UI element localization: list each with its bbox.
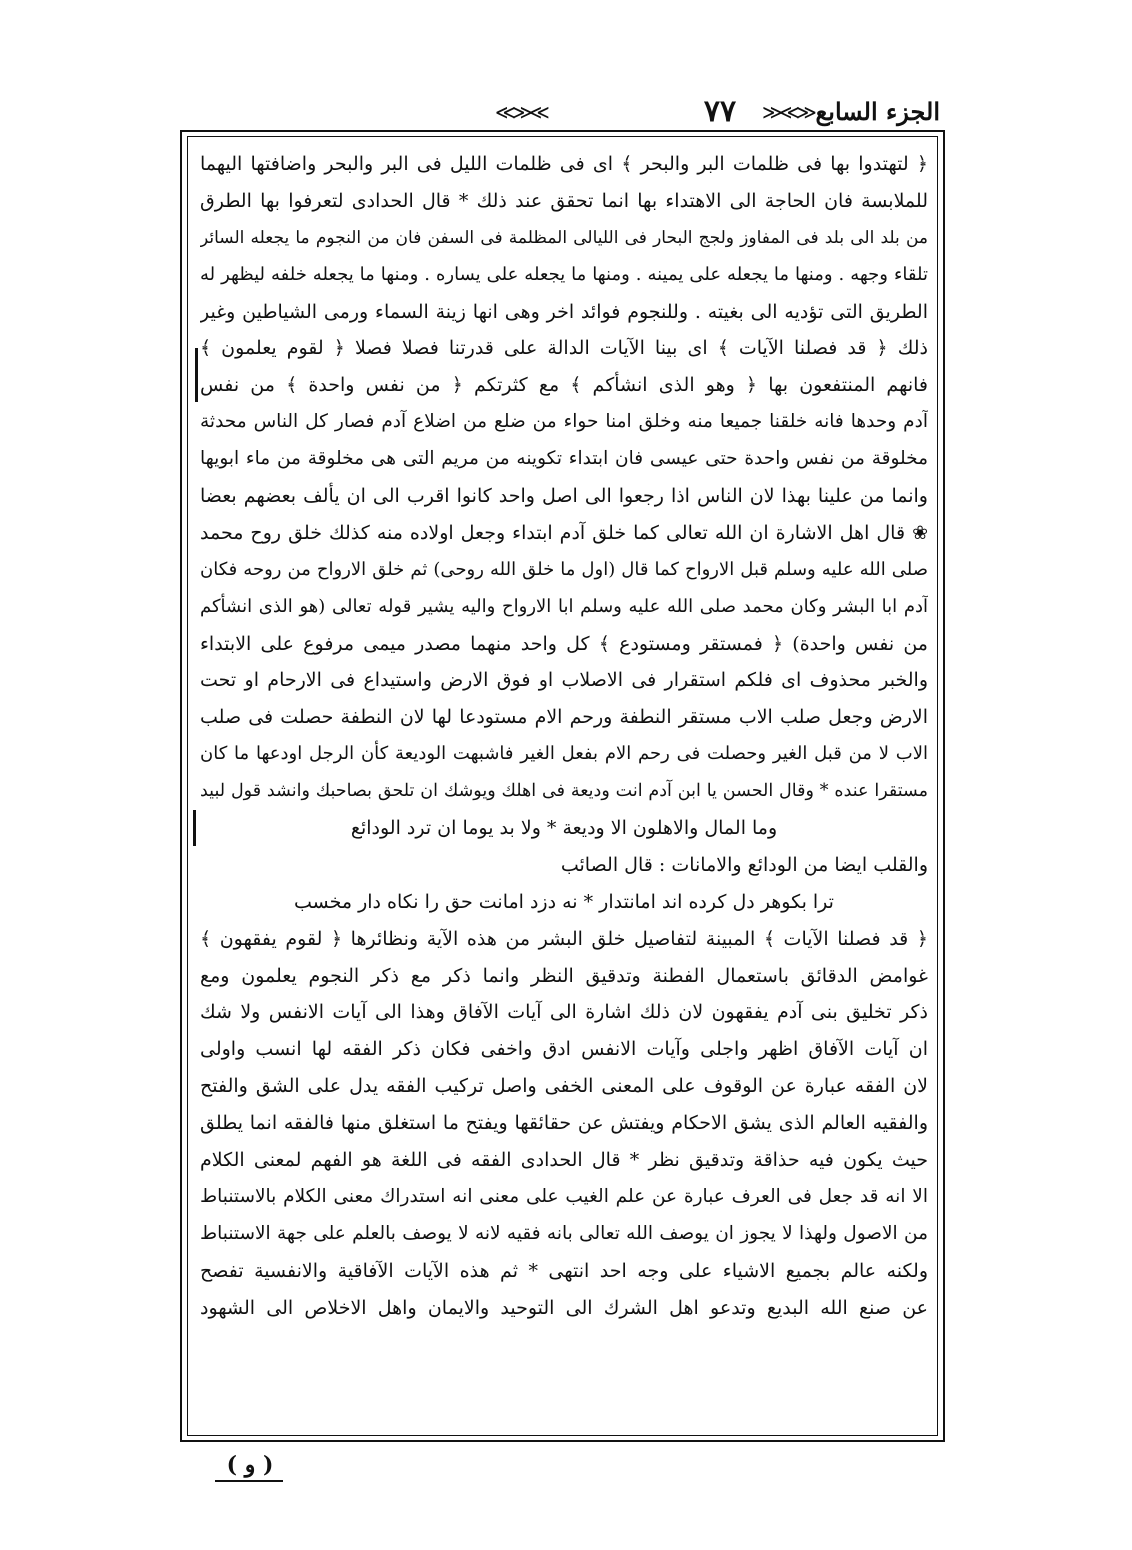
text-line: مستقرا عنده * وقال الحسن يا ابن آدم انت وديعة فى اهلك ويوشك ان تلحق بصاحبك وانشد قول لبيد — [200, 781, 928, 802]
text-line: من الاصول ولهذا لا يجوز ان يوصف الله تعالى بانه فقيه لانه لا يوصف بالعلم على جهة الاستنباط — [200, 1222, 928, 1244]
poem-verse: ترا بكوهر دل كرده اند امانتدار * نه دزد امانت حق را نكاه دار مخسب — [294, 890, 834, 913]
text-line: والقلب ايضا من الودائع والامانات : قال الصائب — [560, 853, 928, 876]
text-line: من بلد الى بلد فى المفاوز ولجج البحار فى الليالى المظلمة فى السفن فان من النجوم ما يجعله السائر — [200, 227, 928, 248]
margin-mark — [193, 810, 196, 846]
part-title: الجزء السابع — [815, 97, 940, 126]
margin-mark — [195, 348, 198, 402]
header-ornament-left: ≪≫≪ — [495, 100, 546, 124]
text-line: من نفس واحدة) ﴿ فمستقر ومستودع ﴾ كل واحد منهما مصدر ميمى مرفوع على الابتداء — [200, 632, 928, 655]
text-line: الطريق التى تؤديه الى بغيته . وللنجوم فوائد اخر وهى انها زينة السماء ورمى الشياطين وغير — [200, 300, 928, 323]
text-line: الاب لا من قبل الغير وحصلت فى رحم الام بفعل الغير فاشبهت الوديعة كأن الرجل اودعها ما كان — [200, 743, 928, 765]
text-line: ولكنه عالم بجميع الاشياء على وجه احد انتهى * ثم هذه الآيات الآفاقية والانفسية تفصح — [200, 1259, 928, 1282]
text-line: ذلك ﴿ قد فصلنا الآيات ﴾ اى بينا الآيات الدالة على قدرتنا فصلا فصلا ﴿ لقوم يعلمون ﴾ — [200, 337, 928, 360]
page-number: ٧٧ — [703, 94, 737, 129]
text-line: عن صنع الله البديع وتدعو اهل الشرك الى التوحيد والايمان واهل الاخلاص الى الشهود — [200, 1296, 928, 1319]
text-line: والخبر محذوف اى فلكم استقرار فى الاصلاب او فوق الارض واستيداع فى الارحام او تحت — [200, 669, 928, 692]
text-line: ﴿ قد فصلنا الآيات ﴾ المبينة لتفاصيل خلق البشر من هذه الآية ونظائرها ﴿ لقوم يفقهون ﴾ — [200, 927, 928, 950]
text-line: ذكر تخليق بنى آدم يفقهون لان ذلك اشارة الى آيات الآفاق وهذا الى آيات الانفس ولا شك — [200, 1001, 928, 1024]
page-header — [170, 92, 940, 132]
text-line: فانهم المنتفعون بها ﴿ وهو الذى انشأكم ﴾ مع كثرتكم ﴿ من نفس واحدة ﴾ من نفس — [200, 374, 928, 397]
text-line: لان الفقه عبارة عن الوقوف على المعنى الخفى واصل تركيب الفقه يدل على الشق والفتح — [200, 1075, 928, 1098]
text-line: الا انه قد جعل فى العرف عبارة عن علم الغيب على معنى انه استدراك معنى الكلام بالاستنباط — [200, 1185, 928, 1207]
text-line: غوامض الدقائق باستعمال الفطنة وتدقيق النظر وانما ذكر مع ذكر النجوم يعلمون ومع — [200, 964, 928, 987]
signature-mark: ( و ) — [226, 1452, 274, 1478]
signature-underline — [215, 1480, 283, 1482]
text-line: الارض وجعل صلب الاب مستقر النطفة ورحم الام مستودعا لها لان النطفة حصلت فى صلب — [200, 706, 928, 729]
text-line: صلى الله عليه وسلم قبل الارواح كما قال (اول ما خلق الله روحى) ثم خلق الارواح من روحه فكان — [200, 558, 928, 580]
text-line: تلقاء وجهه . ومنها ما يجعله على يمينه . ومنها ما يجعله على يساره . ومنها ما يجعله خلفه ليظهر له — [200, 263, 928, 285]
text-line: ﴿ لتهتدوا بها فى ظلمات البر والبحر ﴾ اى فى ظلمات الليل فى البر والبحر واضافتها اليهما — [200, 153, 928, 175]
text-line: آدم وحدها فانه خلقنا جميعا منه وخلق امنا حواء من ضلع من اضلاع آدم فصار كل الناس محدثة — [200, 411, 928, 433]
text-line: وانما من علينا بهذا لان الناس اذا رجعوا الى اصل واحد كانوا اقرب الى ان يألف بعضهم بعضا — [200, 485, 928, 508]
text-line: حيث يكون فيه حذاقة وتدقيق نظر * قال الحدادى الفقه فى اللغة هو الفهم لمعنى الكلام — [200, 1149, 928, 1172]
text-line: ❀ قال اهل الاشارة ان الله تعالى كما خلق آدم ابتداء وجعل اولاده منه كذلك خلق روح محمد — [200, 521, 928, 544]
text-line: ان آيات الآفاق اظهر واجلى وآيات الانفس ادق واخفى فكان ذكر الفقه لها انسب واولى — [200, 1038, 928, 1061]
text-line: والفقيه العالم الذى يشق الاحكام ويفتش عن حقائقها ويفتح ما استغلق منها فالفقه انما يطلق — [200, 1112, 928, 1135]
poem-verse: وما المال والاهلون الا وديعة * ولا بد يوما ان ترد الودائع — [350, 817, 778, 840]
text-line: للملابسة فان الحاجة الى الاهتداء بها انما تحقق عند ذلك * قال الحدادى لتعرفوا بها الطرق — [200, 189, 928, 212]
main-text — [200, 146, 928, 1327]
text-line: مخلوقة من نفس واحدة حتى عيسى فان ابتداء تكوينه من مريم التى هى مخلوقة من ماء ابويها — [200, 448, 928, 470]
text-line: آدم ابا البشر وكان محمد صلى الله عليه وسلم ابا الارواح واليه يشير قوله تعالى (هو الذى انشأكم — [200, 595, 928, 617]
header-ornament-right: ≫≪≫ — [762, 100, 813, 124]
